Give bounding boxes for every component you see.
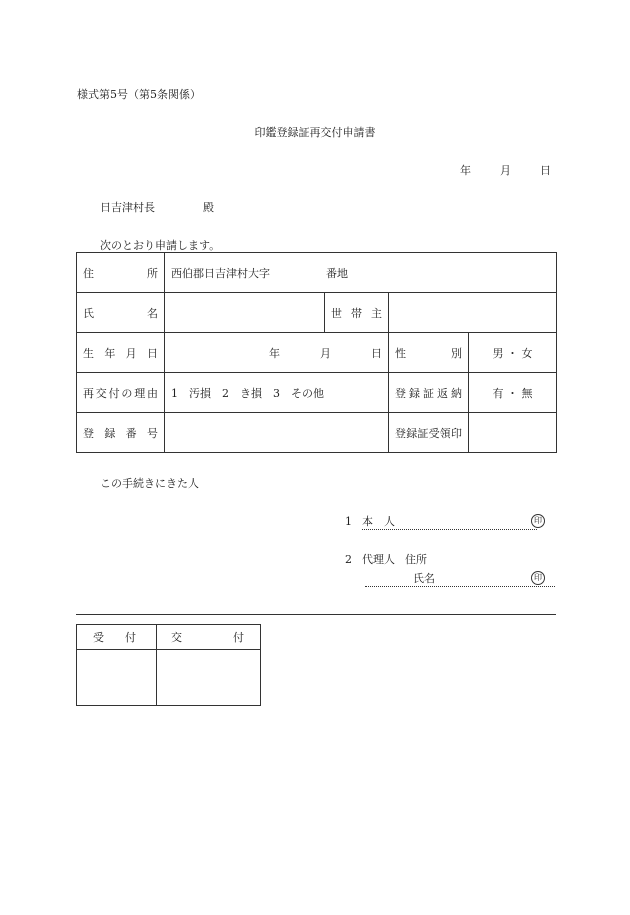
date-year: 年 (460, 164, 471, 177)
addressee (100, 199, 214, 215)
birth-label: 生年月日 (77, 333, 165, 373)
address-row (77, 253, 557, 293)
date-month: 月 (500, 164, 511, 177)
name-field[interactable] (165, 293, 325, 333)
date-day: 日 (540, 164, 551, 177)
address-value: 西伯郡日吉津村大字 (171, 266, 270, 280)
receipt-box (76, 624, 261, 706)
agent-signature-line[interactable] (365, 570, 555, 587)
form-number: 様式第5号（第5条関係） (77, 88, 201, 101)
agent-label: 代理人 (362, 553, 395, 566)
birth-row (77, 333, 557, 373)
name-row (77, 293, 557, 333)
reg-no-field[interactable] (165, 413, 389, 453)
self-number: 1 (345, 515, 352, 528)
birth-year: 年 (269, 346, 280, 360)
seal-icon: 印 (531, 571, 545, 585)
receipt-seal-label: 登録証受領印 (389, 413, 469, 453)
reason-options[interactable]: 1 汚損 2 き損 3 その他 (165, 373, 389, 413)
receipt-header-row (77, 625, 261, 650)
received-stamp-area[interactable] (77, 650, 157, 706)
householder-label: 世帯主 (325, 293, 389, 333)
receipt-seal-field[interactable] (469, 413, 557, 453)
receipt-stamp-row (77, 650, 261, 706)
householder-field[interactable] (389, 293, 557, 333)
reason-label: 再交付の理由 (77, 373, 165, 413)
agent-line (345, 551, 555, 567)
seal-icon: 印 (531, 514, 545, 528)
issued-stamp-area[interactable] (157, 650, 261, 706)
reg-no-row (77, 413, 557, 453)
agent-address-label: 住所 (405, 553, 427, 566)
agent-name-line (365, 570, 555, 587)
issued-label: 交付 (157, 625, 261, 650)
self-signature-line[interactable] (362, 513, 537, 530)
application-table (76, 252, 557, 453)
document-title: 印鑑登録証再交付申請書 (254, 126, 376, 139)
address-field[interactable] (165, 253, 557, 293)
procedure-label: この手続きにきた人 (100, 477, 199, 490)
self-line (345, 513, 555, 530)
intro-text: 次のとおり申請します。 (100, 239, 221, 252)
date-line (460, 162, 551, 178)
sex-options[interactable]: 男 ・ 女 (469, 333, 557, 373)
return-options[interactable]: 有 ・ 無 (469, 373, 557, 413)
birth-month: 月 (320, 346, 331, 360)
agent-name-label: 氏名 (413, 572, 435, 585)
addressee-name: 日吉津村長 (100, 201, 155, 214)
divider (76, 614, 556, 615)
reason-row (77, 373, 557, 413)
reg-no-label: 登録番号 (77, 413, 165, 453)
return-label: 登録証返納 (389, 373, 469, 413)
self-label: 本 人 (362, 515, 395, 528)
agent-number: 2 (345, 553, 352, 566)
birth-day: 日 (371, 346, 382, 360)
sex-label: 性別 (389, 333, 469, 373)
addressee-honorific: 殿 (203, 201, 214, 214)
address-suffix: 番地 (326, 266, 348, 280)
birth-field[interactable] (165, 333, 389, 373)
name-label: 氏名 (77, 293, 165, 333)
received-label: 受付 (77, 625, 157, 650)
address-label: 住所 (77, 253, 165, 293)
